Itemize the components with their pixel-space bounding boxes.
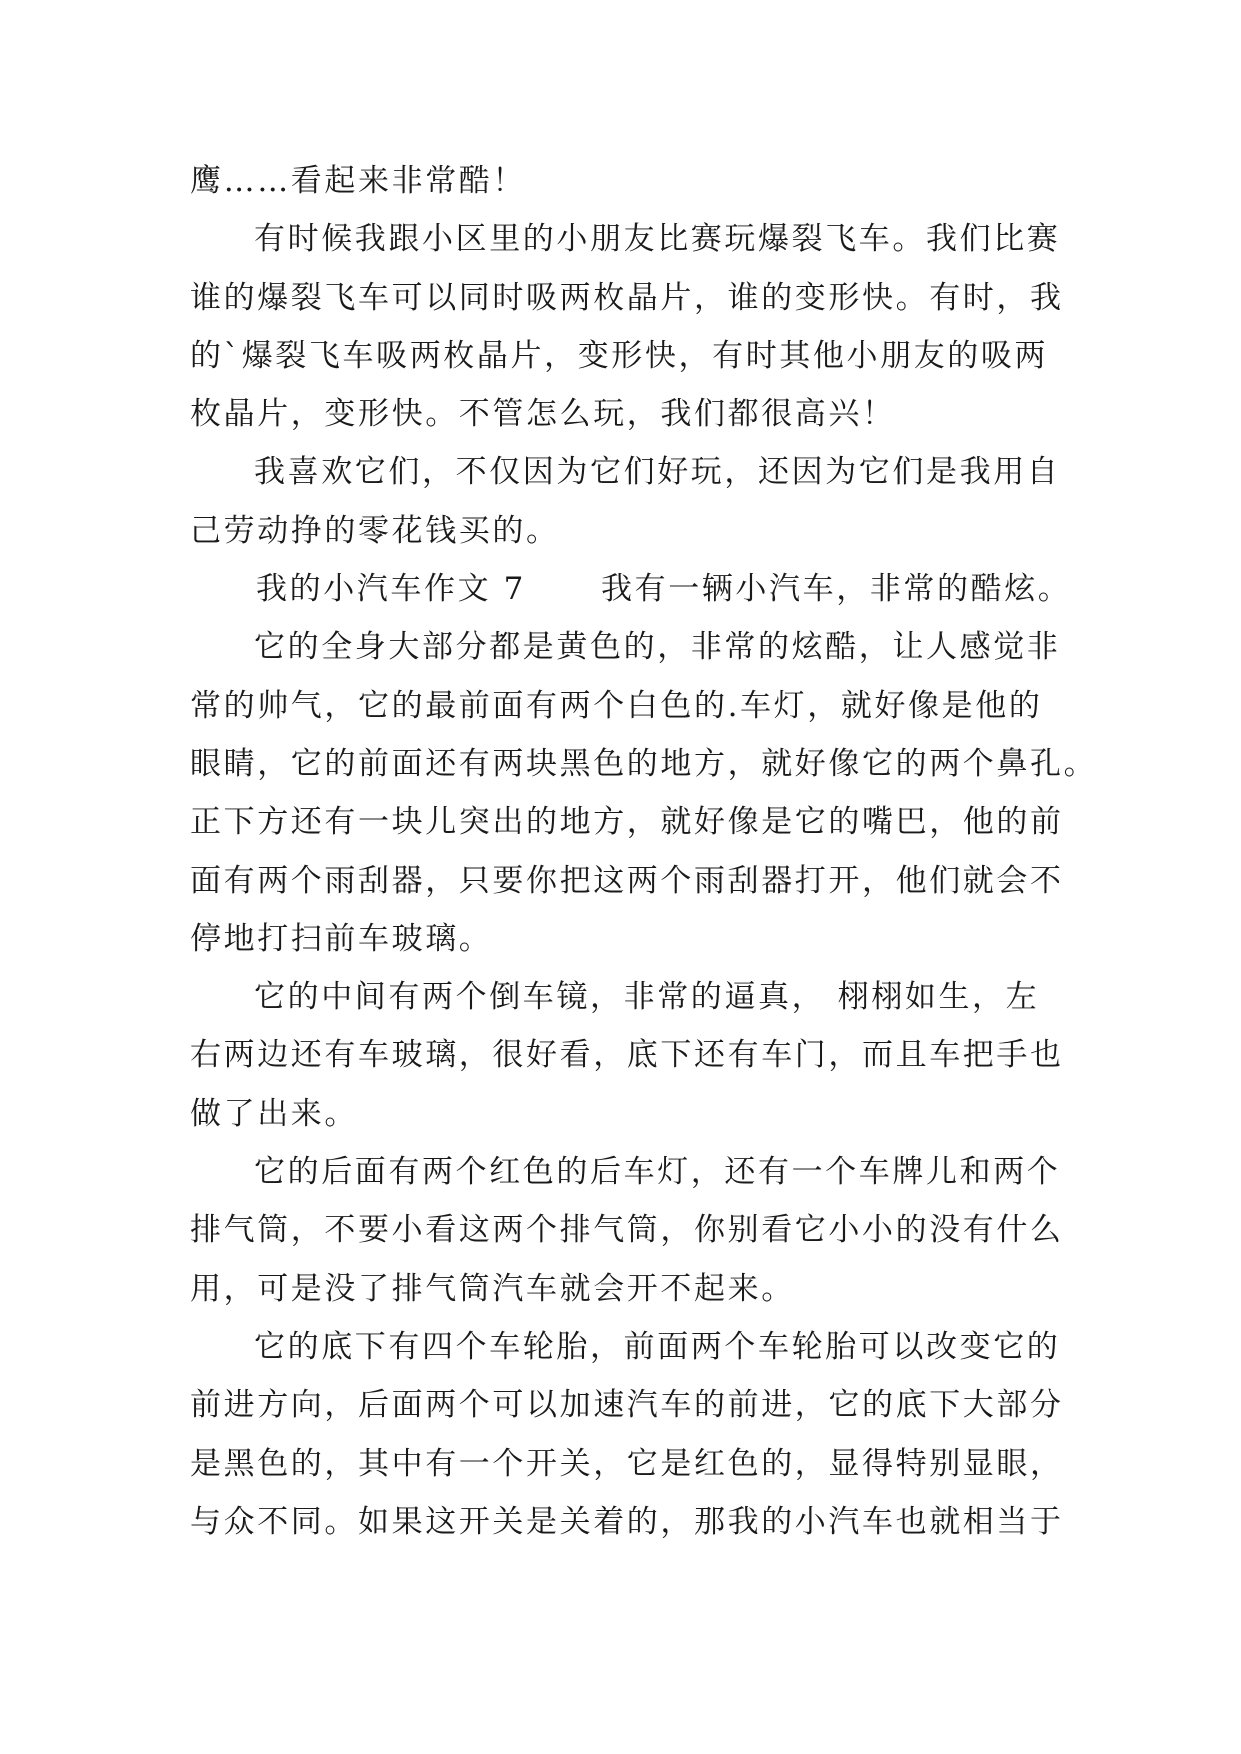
text-line: 己劳动挣的零花钱买的。 bbox=[190, 512, 560, 549]
essay-heading-line bbox=[190, 560, 1070, 618]
text-line: 排气筒，不要小看这两个排气筒，你别看它小小的没有什么 bbox=[190, 1212, 1064, 1249]
text-line: 做了出来。 bbox=[190, 1095, 358, 1132]
essay-title: 我的小汽车作文 7 bbox=[256, 571, 526, 608]
essay-first-sentence: 我有一辆小汽车，非常的酷炫。 bbox=[601, 571, 1072, 608]
text-line: 与众不同。如果这开关是关着的，那我的小汽车也就相当于 bbox=[190, 1503, 1064, 1540]
paragraph-start-line: 它的底下有四个车轮胎，前面两个车轮胎可以改变它的 bbox=[254, 1328, 1061, 1365]
text-line: 鹰……看起来非常酷！ bbox=[190, 163, 526, 199]
text-line: 前进方向，后面两个可以加速汽车的前进，它的底下大部分 bbox=[190, 1387, 1064, 1424]
text-line: 停地打扫前车玻璃。 bbox=[190, 920, 493, 957]
text-line: 面有两个雨刮器，只要你把这两个雨刮器打开，他们就会不 bbox=[190, 862, 1064, 899]
text-line: 眼睛，它的前面还有两块黑色的地方，就好像它的两个鼻孔。 bbox=[190, 745, 1098, 782]
text-line: 是黑色的，其中有一个开关，它是红色的，显得特别显眼， bbox=[190, 1445, 1064, 1482]
text-line: 谁的爆裂飞车可以同时吸两枚晶片，谁的变形快。有时，我 bbox=[190, 279, 1064, 316]
text-line: 的`爆裂飞车吸两枚晶片，变形快，有时其他小朋友的吸两 bbox=[190, 337, 1049, 374]
text-line: 常的帅气，它的最前面有两个白色的.车灯，就好像是他的 bbox=[190, 687, 1043, 724]
text-line: 用，可是没了排气筒汽车就会开不起来。 bbox=[190, 1270, 795, 1307]
text-line: 枚晶片，变形快。不管怎么玩，我们都很高兴！ bbox=[190, 396, 896, 433]
essay-body bbox=[190, 152, 1098, 1551]
paragraph-start-line: 它的中间有两个倒车镜，非常的逼真， 栩栩如生，左 bbox=[254, 979, 1040, 1016]
paragraph-start-line: 它的后面有两个红色的后车灯，还有一个车牌儿和两个 bbox=[254, 1154, 1061, 1191]
text-line: 右两边还有车玻璃，很好看，底下还有车门，而且车把手也 bbox=[190, 1037, 1064, 1074]
text-line: 正下方还有一块儿突出的地方，就好像是它的嘴巴，他的前 bbox=[190, 804, 1064, 841]
paragraph-start-line: 有时候我跟小区里的小朋友比赛玩爆裂飞车。我们比赛 bbox=[254, 221, 1061, 258]
paragraph-start-line: 它的全身大部分都是黄色的，非常的炫酷，让人感觉非 bbox=[254, 629, 1061, 666]
paragraph-start-line: 我喜欢它们，不仅因为它们好玩，还因为它们是我用自 bbox=[254, 454, 1061, 491]
